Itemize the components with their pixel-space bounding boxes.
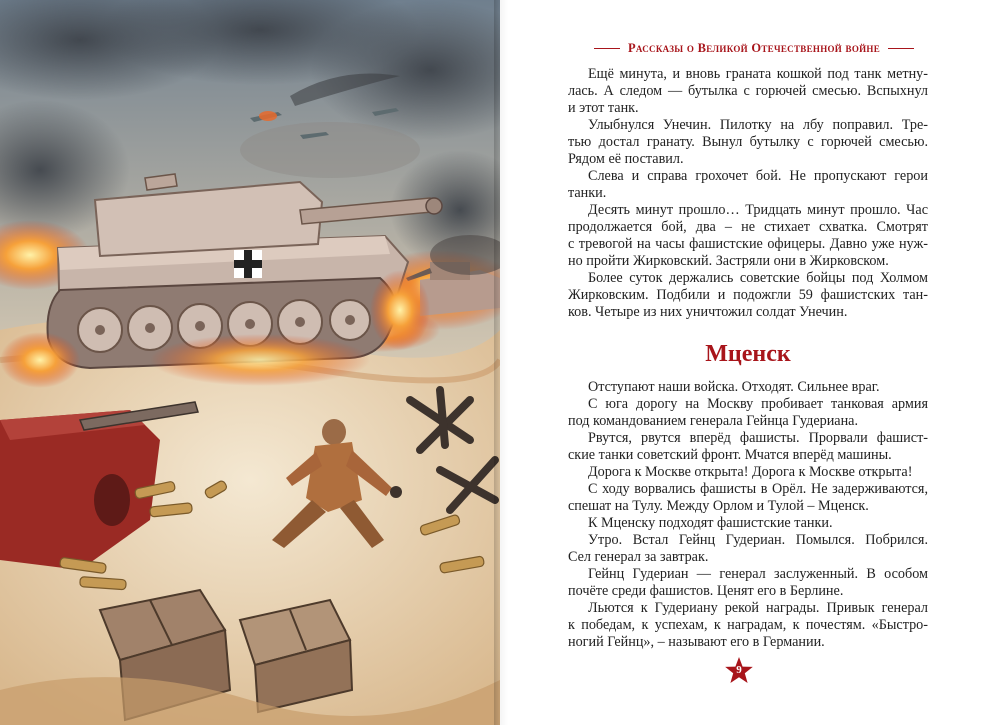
paragraph — [568, 379, 928, 396]
paragraph — [568, 270, 928, 321]
paragraph — [568, 515, 928, 532]
text-line: к победам, к успехам, к наградам, к почестям. «Быстро- — [568, 617, 928, 634]
paragraph — [568, 481, 928, 515]
paragraph — [568, 600, 928, 651]
text-page — [508, 0, 1000, 725]
text-line: ские танки советский фронт. Мчатся вперёд машины. — [568, 447, 892, 464]
text-line: почёте среди фашистов. Ценят его в Берлине. — [568, 583, 844, 600]
text-line: Утро. Встал Гейнц Гудериан. Помылся. Побрился. — [588, 532, 928, 548]
paragraph — [568, 566, 928, 600]
text-line: Ещё минута, и вновь граната кошкой под танк метну- — [588, 66, 928, 82]
text-line: Льются к Гудериану рекой награды. Привык генерал — [588, 600, 928, 616]
text-line: Жирковским. Подбили и подожгли 59 фашистских тан- — [568, 287, 928, 304]
text-line: с тревогой на часы фашистские офицеры. Давно уже нуж- — [568, 236, 928, 253]
text-line: Улыбнулся Унечин. Пилотку на лбу поправил. Тре- — [588, 117, 928, 133]
text-line: под командованием генерала Гейнца Гудериана. — [568, 413, 859, 430]
text-line: лась. А следом — бутылка с горючей смесью. Вспыхнул — [568, 83, 928, 100]
running-header — [554, 38, 954, 58]
chapter-title: Мценск — [705, 341, 791, 367]
text-line: Рвутся, рвутся вперёд фашисты. Прорвали фашист- — [588, 430, 928, 446]
text-line: но пройти Жирковский. Застряли они в Жирковском. — [568, 253, 889, 270]
text-line: ков. Четыре из них уничтожил солдат Унечин. — [568, 304, 848, 321]
text-line: танки. — [568, 185, 607, 202]
paragraph — [568, 532, 928, 566]
text-line: и этот танк. — [568, 100, 639, 117]
header-rule-right — [888, 48, 914, 49]
paragraph — [568, 202, 928, 270]
running-header-title: Рассказы о Великой Отечественной войне — [627, 40, 881, 55]
text-line: Гейнц Гудериан — генерал заслуженный. В особом — [588, 566, 928, 582]
balkenkreuz-icon — [234, 250, 262, 278]
text-line: Более суток держались советские бойцы под Холмом — [588, 270, 928, 286]
paragraph — [568, 168, 928, 202]
header-rule-left — [594, 48, 620, 49]
text-line: Сел генерал за завтрак. — [568, 549, 709, 566]
book-gutter-shadow — [494, 0, 508, 725]
text-line: Дорога к Москве открыта! Дорога к Москве открыта! — [588, 464, 913, 480]
text-line: продолжается бой, два – не стихает схватка. Смотрят — [568, 219, 928, 236]
paragraph — [568, 430, 928, 464]
paragraph — [568, 117, 928, 168]
text-line: К Мценску подходят фашистские танки. — [588, 515, 833, 531]
text-line: Рядом её поставил. — [568, 151, 684, 168]
text-line: Десять минут прошло… Тридцать минут прошло. Час — [588, 202, 928, 218]
page-number: 9 — [736, 664, 742, 676]
text-line: ногий Гейнц», – называют его в Германии. — [568, 634, 825, 651]
text-line: С ходу ворвались фашисты в Орёл. Не задерживаются, — [588, 481, 928, 497]
paragraph — [568, 66, 928, 117]
text-line: Слева и справа грохочет бой. Не пропускают герои — [588, 168, 928, 184]
text-line: спешат на Тулу. Между Орлом и Тулой – Мценск. — [568, 498, 869, 515]
paragraph — [568, 464, 928, 481]
text-line: тью достал гранату. Вынул бутылку с горючей смесью. — [568, 134, 928, 151]
text-line: С юга дорогу на Москву пробивает танковая армия — [588, 396, 928, 412]
paragraph — [568, 396, 928, 430]
text-line: Отступают наши войска. Отходят. Сильнее враг. — [588, 379, 880, 395]
